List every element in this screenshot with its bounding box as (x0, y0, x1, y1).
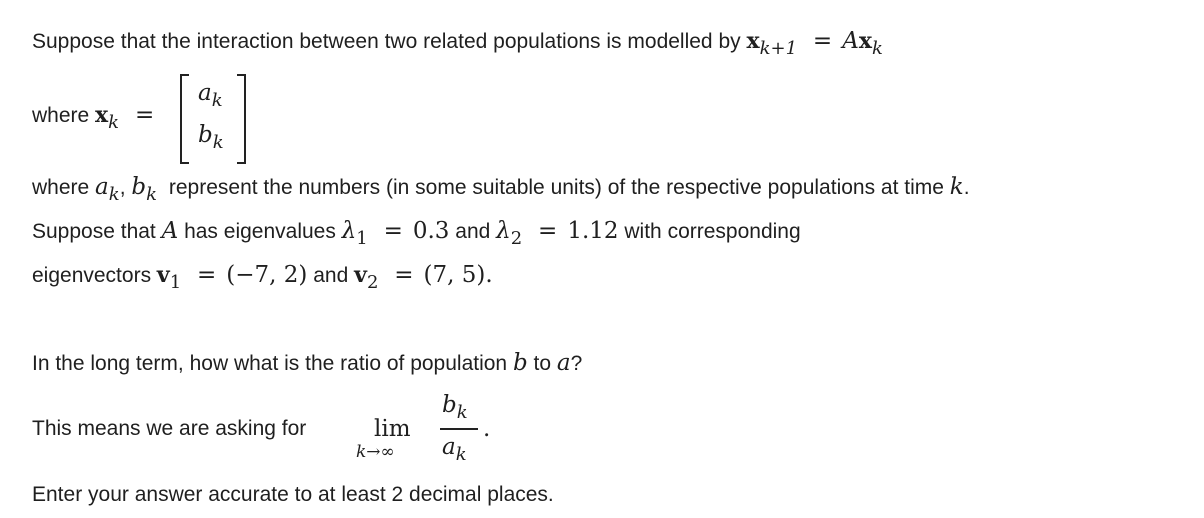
subscript-k: k (871, 38, 883, 59)
subscript-k: k (146, 184, 158, 205)
vector-x: x (746, 28, 760, 54)
subscript-2: 2 (510, 228, 523, 249)
subscript-k-plus-1: k+1 (759, 38, 798, 59)
variable-a: a (95, 174, 109, 200)
subscript-k: k (108, 184, 120, 205)
fraction-denominator: ak (442, 434, 467, 465)
eigenvectors-statement (32, 262, 493, 293)
vector-entry-a: ak (198, 80, 223, 111)
question-mark: ? (570, 352, 583, 375)
description-text: represent the numbers (in some suitable units) of the respective populations at time (168, 176, 944, 199)
vector-v2: v (354, 262, 367, 288)
equals-sign: = (383, 218, 403, 244)
comma: , (119, 176, 126, 199)
equals-sign: = (812, 28, 833, 54)
fraction-numerator: bk (442, 392, 468, 423)
equals-sign: = (538, 218, 558, 244)
eigenvalue-2: 1.12 (567, 218, 619, 244)
where-text: where (32, 104, 90, 127)
lambda-2: λ (496, 218, 511, 244)
limit-expression (356, 390, 496, 470)
equals-sign: = (197, 262, 217, 288)
eigenvalues-text: has eigenvalues (184, 220, 336, 243)
right-bracket (237, 74, 246, 164)
matrix-A: A (161, 218, 179, 244)
eigenvector-1: (−7, 2) (226, 262, 308, 288)
left-bracket (180, 74, 189, 164)
vector-x: x (858, 28, 872, 54)
intro-text: Suppose that the interaction between two related populations is modelled by (32, 30, 741, 53)
lim-subscript: k→∞ (356, 442, 395, 462)
fraction-bar (440, 428, 478, 430)
limit-explanation (32, 418, 306, 439)
eigenvalues-statement (32, 218, 801, 249)
variable-b: b (512, 350, 528, 376)
matrix-A: A (842, 28, 859, 54)
corresponding-text: with corresponding (624, 220, 801, 243)
subscript-2: 2 (366, 272, 379, 293)
lim-operator: lim (374, 416, 411, 442)
subscript-1: 1 (169, 272, 182, 293)
question-prefix: In the long term, how what is the ratio of population (32, 352, 508, 375)
equals-sign: = (394, 262, 414, 288)
vector-definition (32, 102, 164, 133)
subscript-1: 1 (356, 228, 368, 249)
period: . (963, 176, 970, 199)
vector-v1: v (156, 262, 170, 288)
period: . (483, 416, 491, 442)
and-text: and (313, 264, 349, 287)
asking-for-text: This means we are asking for (32, 417, 307, 440)
eigenvalue-1: 0.3 (412, 218, 450, 244)
instructions-text: Enter your answer accurate to at least 2 decimal places. (32, 483, 554, 506)
to-text: to (533, 352, 552, 375)
lambda-1: λ (341, 218, 357, 244)
vector-entry-b: bk (198, 122, 224, 153)
column-vector (180, 74, 246, 162)
question-text (32, 352, 582, 375)
subscript-k: k (108, 112, 120, 133)
variable-a: a (556, 350, 571, 376)
answer-instructions (32, 484, 554, 505)
and-text: and (455, 220, 491, 243)
equals-sign: = (134, 102, 155, 128)
problem-intro (32, 28, 883, 59)
suppose-text: Suppose that (32, 220, 156, 243)
vector-x: x (95, 102, 109, 128)
variable-b: b (131, 174, 147, 200)
eigenvector-2: (7, 5) (423, 262, 486, 288)
variable-k: k (949, 174, 964, 200)
eigenvectors-text: eigenvectors (32, 264, 152, 287)
period: . (485, 262, 493, 288)
where-text: where (32, 176, 90, 199)
populations-description (32, 174, 970, 205)
